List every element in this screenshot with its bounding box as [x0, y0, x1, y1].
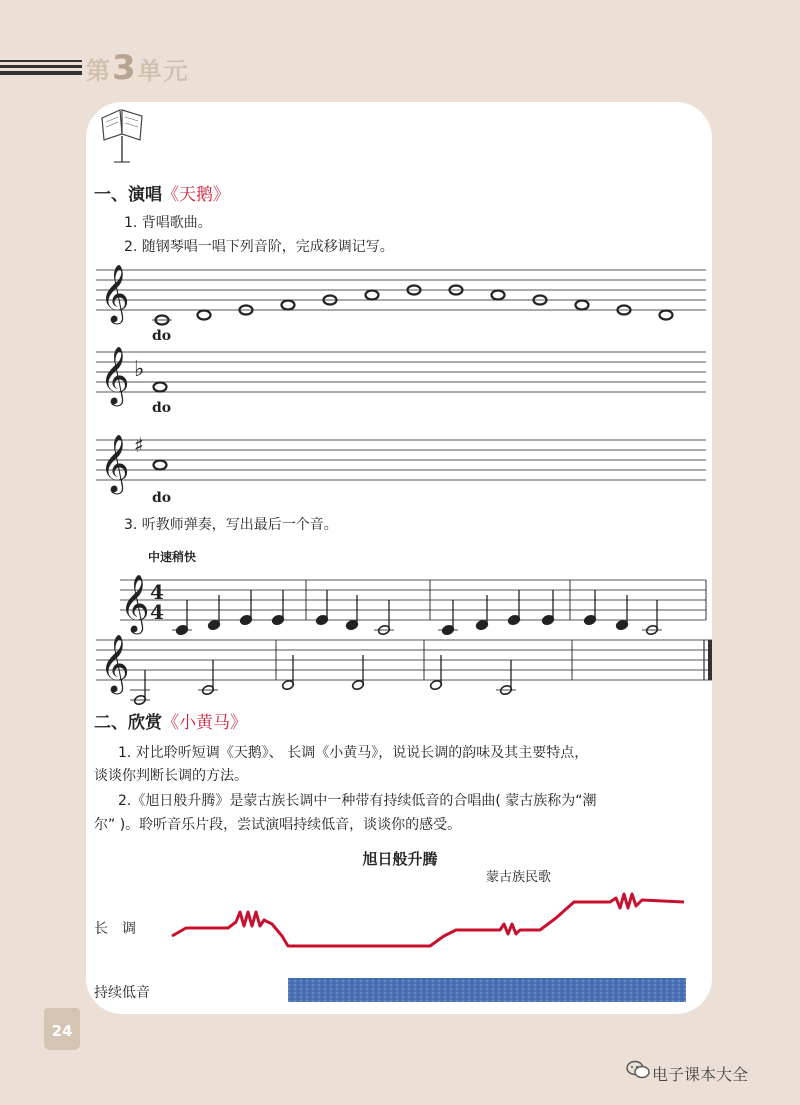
section-2-title: 二、欣赏《小黄马》	[94, 713, 247, 733]
page-number: 24	[51, 1022, 73, 1040]
graphic-score-subtitle: 蒙古族民歌	[486, 870, 552, 885]
wechat-icon	[626, 1060, 650, 1080]
do-label-1: do	[152, 328, 172, 344]
treble-clef-icon: 𝄞	[100, 264, 130, 322]
treble-clef-icon: 𝄞	[100, 346, 130, 404]
section-1-item-2: 2. 随钢琴唱一唱下列音阶，完成移调记写。	[124, 239, 394, 255]
section-2-song: 《小黄马》	[162, 713, 247, 733]
tempo-marking: 中速稍快	[148, 550, 197, 564]
treble-clef-icon: 𝄞	[120, 574, 150, 632]
section-2-para-2-line-2: 尔” )。聆听音乐片段，尝试演唱持续低音，谈谈你的感受。	[94, 817, 462, 833]
section-1-title: 一、演唱《天鹅》	[94, 185, 230, 205]
section-1-item-1: 1. 背唱歌曲。	[124, 215, 212, 231]
long-tune-melody-line	[172, 894, 684, 946]
section-2-para-1-line-2: 谈谈你判断长调的方法。	[94, 768, 248, 784]
row-label-long-tune: 长 调	[94, 921, 136, 937]
section-1-item-3: 3. 听教师弹奏，写出最后一个音。	[124, 517, 338, 533]
section-2-para-2-line-1: 2.《旭日般升腾》是蒙古族长调中一种带有持续低音的合唱曲( 蒙古族称为“潮	[118, 793, 597, 809]
sharp-sign: ♯	[134, 433, 144, 457]
flat-sign: ♭	[134, 357, 145, 382]
treble-clef-icon: 𝄞	[100, 434, 130, 492]
treble-clef-icon: 𝄞	[100, 634, 130, 692]
watermark-text: 电子课本大全	[652, 1065, 749, 1084]
unit-title: 第3单元	[86, 48, 190, 88]
do-label-2: do	[152, 400, 172, 416]
section-2-para-1-line-1: 1. 对比聆听短调《天鹅》、 长调《小黄马》，说说长调的韵味及其主要特点，	[118, 745, 589, 761]
time-signature-bottom: 4	[150, 600, 164, 624]
do-label-3: do	[152, 490, 172, 506]
time-signature-top: 4	[150, 580, 164, 604]
graphic-score-title: 旭日般升腾	[362, 850, 438, 868]
section-1-song: 《天鹅》	[162, 185, 230, 205]
row-label-drone: 持续低音	[94, 985, 150, 1001]
